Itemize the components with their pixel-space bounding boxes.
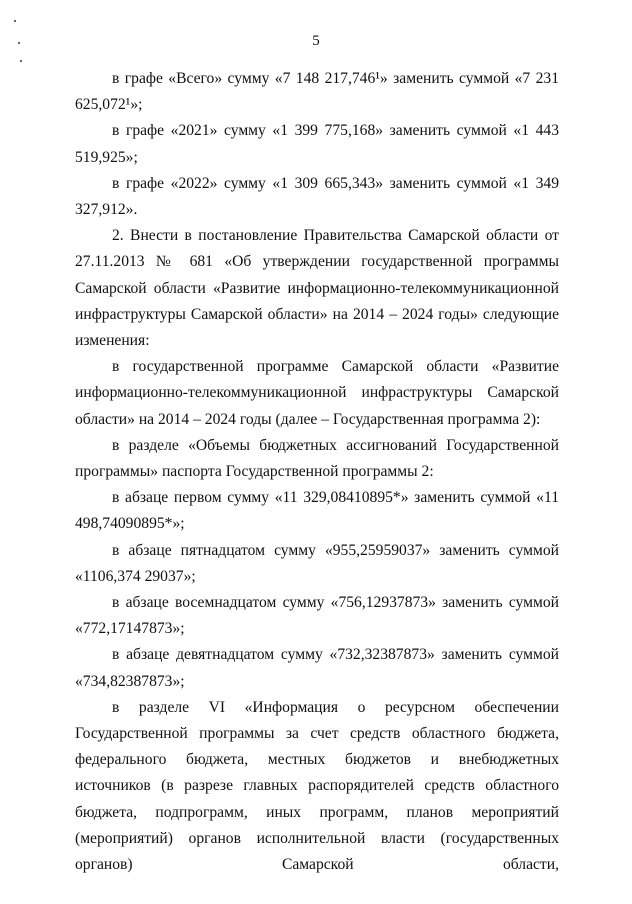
- paragraph-nineteenth-abzats: в абзаце девятнадцатом сумму «732,32387873» заменить суммой «734,82387873»;: [75, 646, 559, 690]
- page-number: 5: [312, 33, 320, 49]
- paragraph-fifteenth-abzats: в абзаце пятнадцатом сумму «955,25959037» заменить суммой «1106,374 29037»;: [75, 541, 559, 585]
- paragraph-section-vi: в разделе VI «Информация о ресурсном обеспечении Государственной программы за счет средств областного бюджета, федерального бюджета, местных бюджетов и внебюджетных источников (в разрезе главных распорядителей средств областного бюджета, подпрограмм, иных программ, планов мероприятий (мероприятий) органов исполнительной власти (государственных органов) Самарской области,: [75, 698, 559, 874]
- paragraph-2021: в графе «2021» сумму «1 399 775,168» заменить суммой «1 443 519,925»;: [75, 122, 559, 166]
- paragraph-budget-section: в разделе «Объемы бюджетных ассигнований Государственной программы» паспорта Государственной программы 2:: [75, 436, 559, 481]
- document-body: [75, 66, 559, 878]
- paragraph-state-program: в государственной программе Самарской области «Развитие информационно-телекоммуникационной инфраструктуры Самарской области» на 2014 – 2024 годы (далее – Государственная программа 2):: [75, 358, 559, 428]
- scan-speck: [20, 60, 22, 62]
- paragraph-eighteenth-abzats: в абзаце восемнадцатом сумму «756,12937873» заменить суммой «772,17147873»;: [75, 594, 559, 638]
- paragraph-first-abzats: в абзаце первом сумму «11 329,08410895*» заменить суммой «11 498,74090895*»;: [75, 489, 559, 533]
- paragraph-item-2: 2. Внести в постановление Правительства Самарской области от 27.11.2013 № 681 «Об утверждении государственной программы Самарской области «Развитие информационно-телекоммуникационной инфраструктуры Самарской области» на 2014 – 2024 годы» следующие изменения:: [75, 227, 559, 350]
- paragraph-2022: в графе «2022» сумму «1 309 665,343» заменить суммой «1 349 327,912».: [75, 174, 559, 219]
- scan-speck: [14, 20, 16, 22]
- paragraph-vsego: в графе «Всего» сумму «7 148 217,746¹» заменить суммой «7 231 625,072¹»;: [75, 70, 559, 114]
